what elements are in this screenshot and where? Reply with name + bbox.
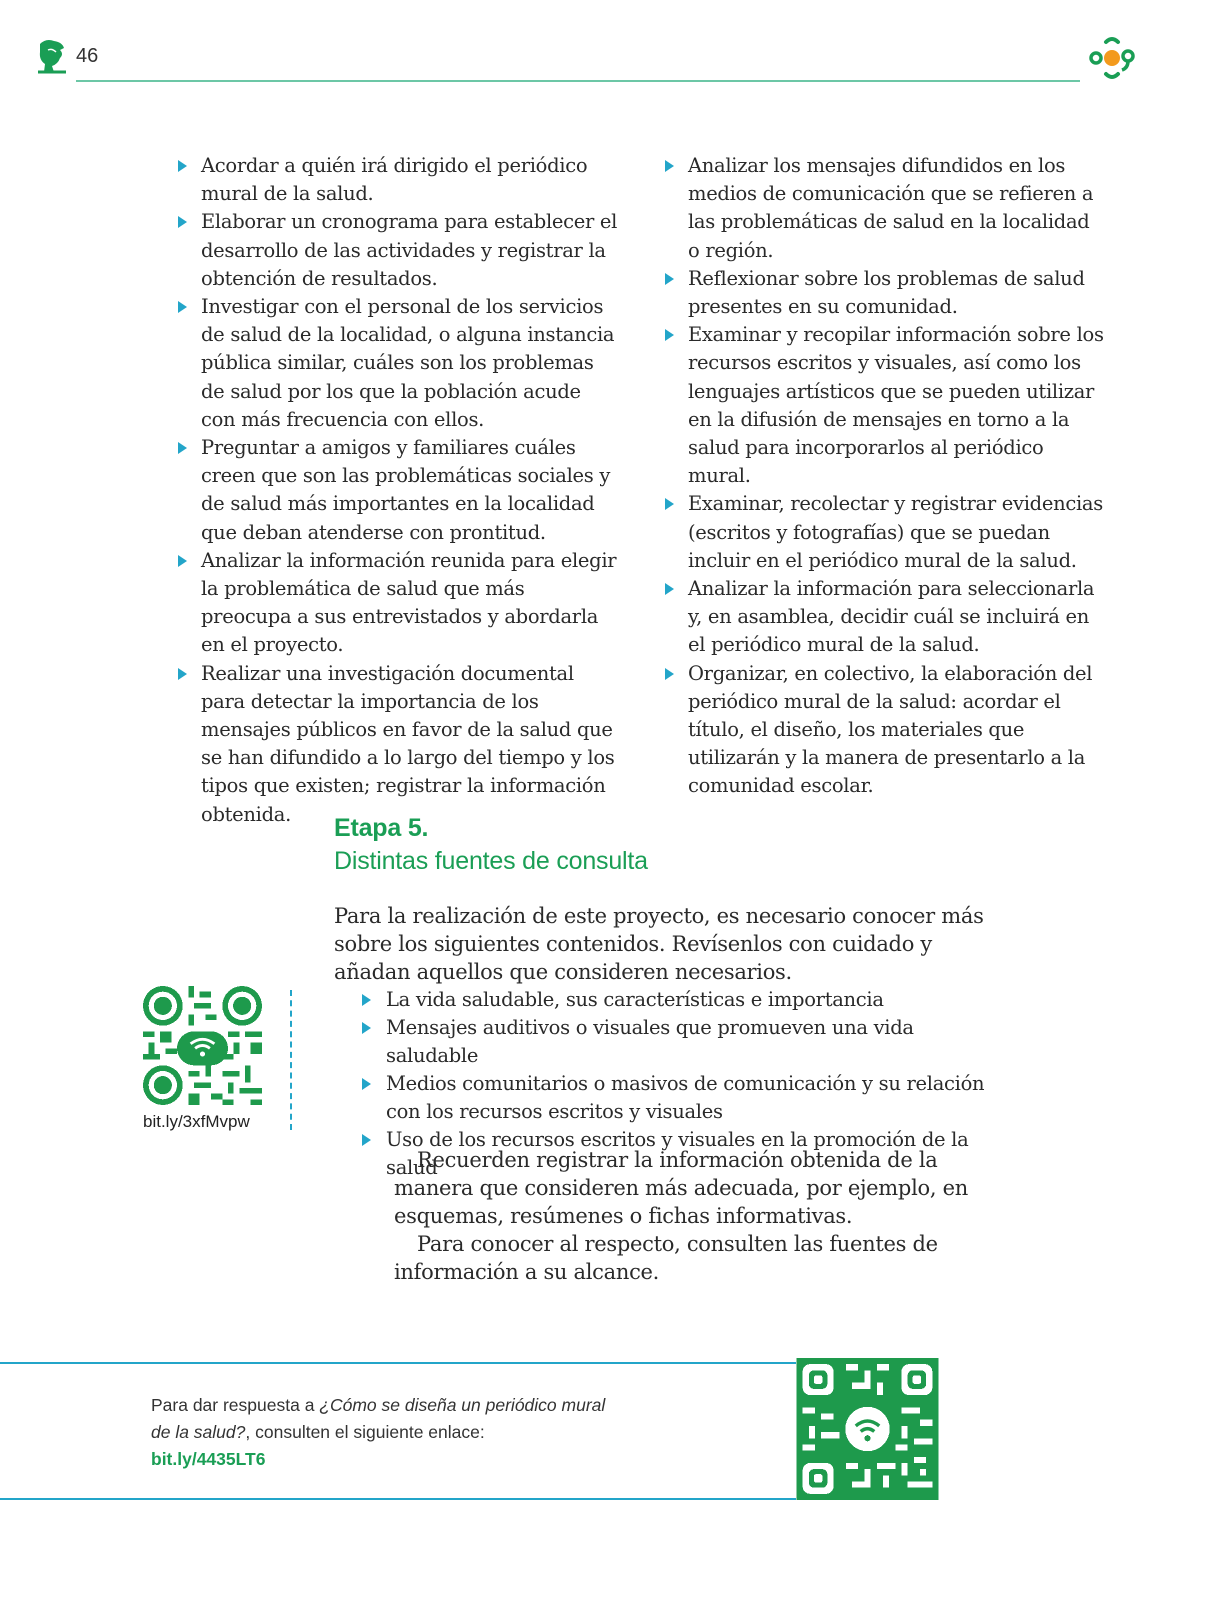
bullet-arrow-icon <box>178 555 187 567</box>
bullet-arrow-icon <box>665 583 674 595</box>
reminder-paragraph: Recuerden registrar la información obtenida de la manera que consideren más adecuada, por ejemplo, en esquemas, resúmenes o fichas informativas. <box>394 1148 968 1228</box>
bullet-arrow-icon <box>362 994 371 1006</box>
header-rule <box>76 80 1080 82</box>
list-item: Medios comunitarios o masivos de comunicación y su relación con los recursos escritos y visuales <box>362 1070 1002 1126</box>
bullet-arrow-icon <box>178 442 187 454</box>
reminder-paragraph: Para conocer al respecto, consulten las fuentes de información a su alcance. <box>394 1232 938 1284</box>
list-item: Reflexionar sobre los problemas de salud presentes en su comunidad. <box>665 265 1105 321</box>
footer-rule-bottom <box>0 1498 796 1500</box>
bullet-arrow-icon <box>362 1078 371 1090</box>
footer-rule-top <box>0 1362 796 1364</box>
list-item: Investigar con el personal de los servicios de salud de la localidad, o alguna instancia pública similar, cuáles son los problemas de salud por los que la población acude con más frecuencia con ellos. <box>178 293 618 434</box>
list-item: Examinar, recolectar y registrar evidencias (escritos y fotografías) que se puedan incluir en el periódico mural de la salud. <box>665 490 1105 575</box>
intro-paragraph: Para la realización de este proyecto, es necesario conocer más sobre los siguientes contenidos. Revísenlos con cuidado y añadan aquellos que consideren necesarios. <box>334 904 984 984</box>
list-item: Realizar una investigación documental para detectar la importancia de los mensajes públicos en favor de la salud que se han difundido a lo largo del tiempo y los tipos que existen; registrar la información obtenida. <box>178 660 618 829</box>
bullet-arrow-icon <box>178 668 187 680</box>
list-item: Organizar, en colectivo, la elaboración del periódico mural de la salud: acordar el título, el diseño, los materiales que utilizarán y la manera de presentarlo a la comunidad escolar. <box>665 660 1105 801</box>
list-item: La vida saludable, sus características e importancia <box>362 986 1002 1014</box>
emblem-icon <box>1086 32 1138 84</box>
qr-code-icon[interactable] <box>796 1358 939 1500</box>
logo-icon <box>36 38 68 74</box>
list-item: Uso de los recursos escritos y visuales en la promoción de la salud <box>362 1126 1002 1182</box>
list-item: Analizar la información reunida para elegir la problemática de salud que más preocupa a sus entrevistados y abordarla en el proyecto. <box>178 547 618 660</box>
list-item: Mensajes auditivos o visuales que promueven una vida saludable <box>362 1014 1002 1070</box>
bullet-arrow-icon <box>665 498 674 510</box>
bullet-arrow-icon <box>178 301 187 313</box>
list-item: Preguntar a amigos y familiares cuáles creen que son las problemáticas sociales y de salud más importantes en la localidad que deban atenderse con prontitud. <box>178 434 618 547</box>
stage-label: Etapa 5. <box>334 814 429 842</box>
stage-heading <box>334 812 648 878</box>
bullet-arrow-icon <box>665 160 674 172</box>
bullet-arrow-icon <box>665 668 674 680</box>
stage-title: Distintas fuentes de consulta <box>334 847 648 875</box>
bullet-arrow-icon <box>362 1022 371 1034</box>
list-item: Analizar la información para seleccionarla y, en asamblea, decidir cuál se incluirá en el periódico mural de la salud. <box>665 575 1105 660</box>
bullet-arrow-icon <box>665 273 674 285</box>
dashed-divider <box>290 990 292 1130</box>
reminder-text <box>394 1146 1014 1286</box>
qr-code-icon[interactable] <box>143 986 262 1105</box>
footer-link[interactable]: bit.ly/4435LT6 <box>151 1449 266 1469</box>
right-activity-list <box>665 152 1105 801</box>
qr-caption[interactable]: bit.ly/3xfMvpw <box>143 1112 250 1131</box>
page-number: 46 <box>76 45 99 67</box>
list-item: Acordar a quién irá dirigido el periódico mural de la salud. <box>178 152 618 208</box>
bullet-arrow-icon <box>178 216 187 228</box>
bullet-arrow-icon <box>665 329 674 341</box>
list-item: Examinar y recopilar información sobre los recursos escritos y visuales, así como los lenguajes artísticos que se pueden utilizar en la difusión de mensajes en torno a la salud para incorporarlos al periódico mural. <box>665 321 1105 490</box>
bullet-arrow-icon <box>178 160 187 172</box>
list-item: Elaborar un cronograma para establecer el desarrollo de las actividades y registrar la obtención de resultados. <box>178 208 618 293</box>
list-item: Analizar los mensajes difundidos en los medios de comunicación que se refieren a las problemáticas de salud en la localidad o región. <box>665 152 1105 265</box>
left-activity-list <box>178 152 618 829</box>
footer-note: Para dar respuesta a ¿Cómo se diseña un periódico mural de la salud?, consulten el siguiente enlace: bit.ly/4435LT6 <box>151 1395 606 1469</box>
bullet-arrow-icon <box>362 1134 371 1146</box>
